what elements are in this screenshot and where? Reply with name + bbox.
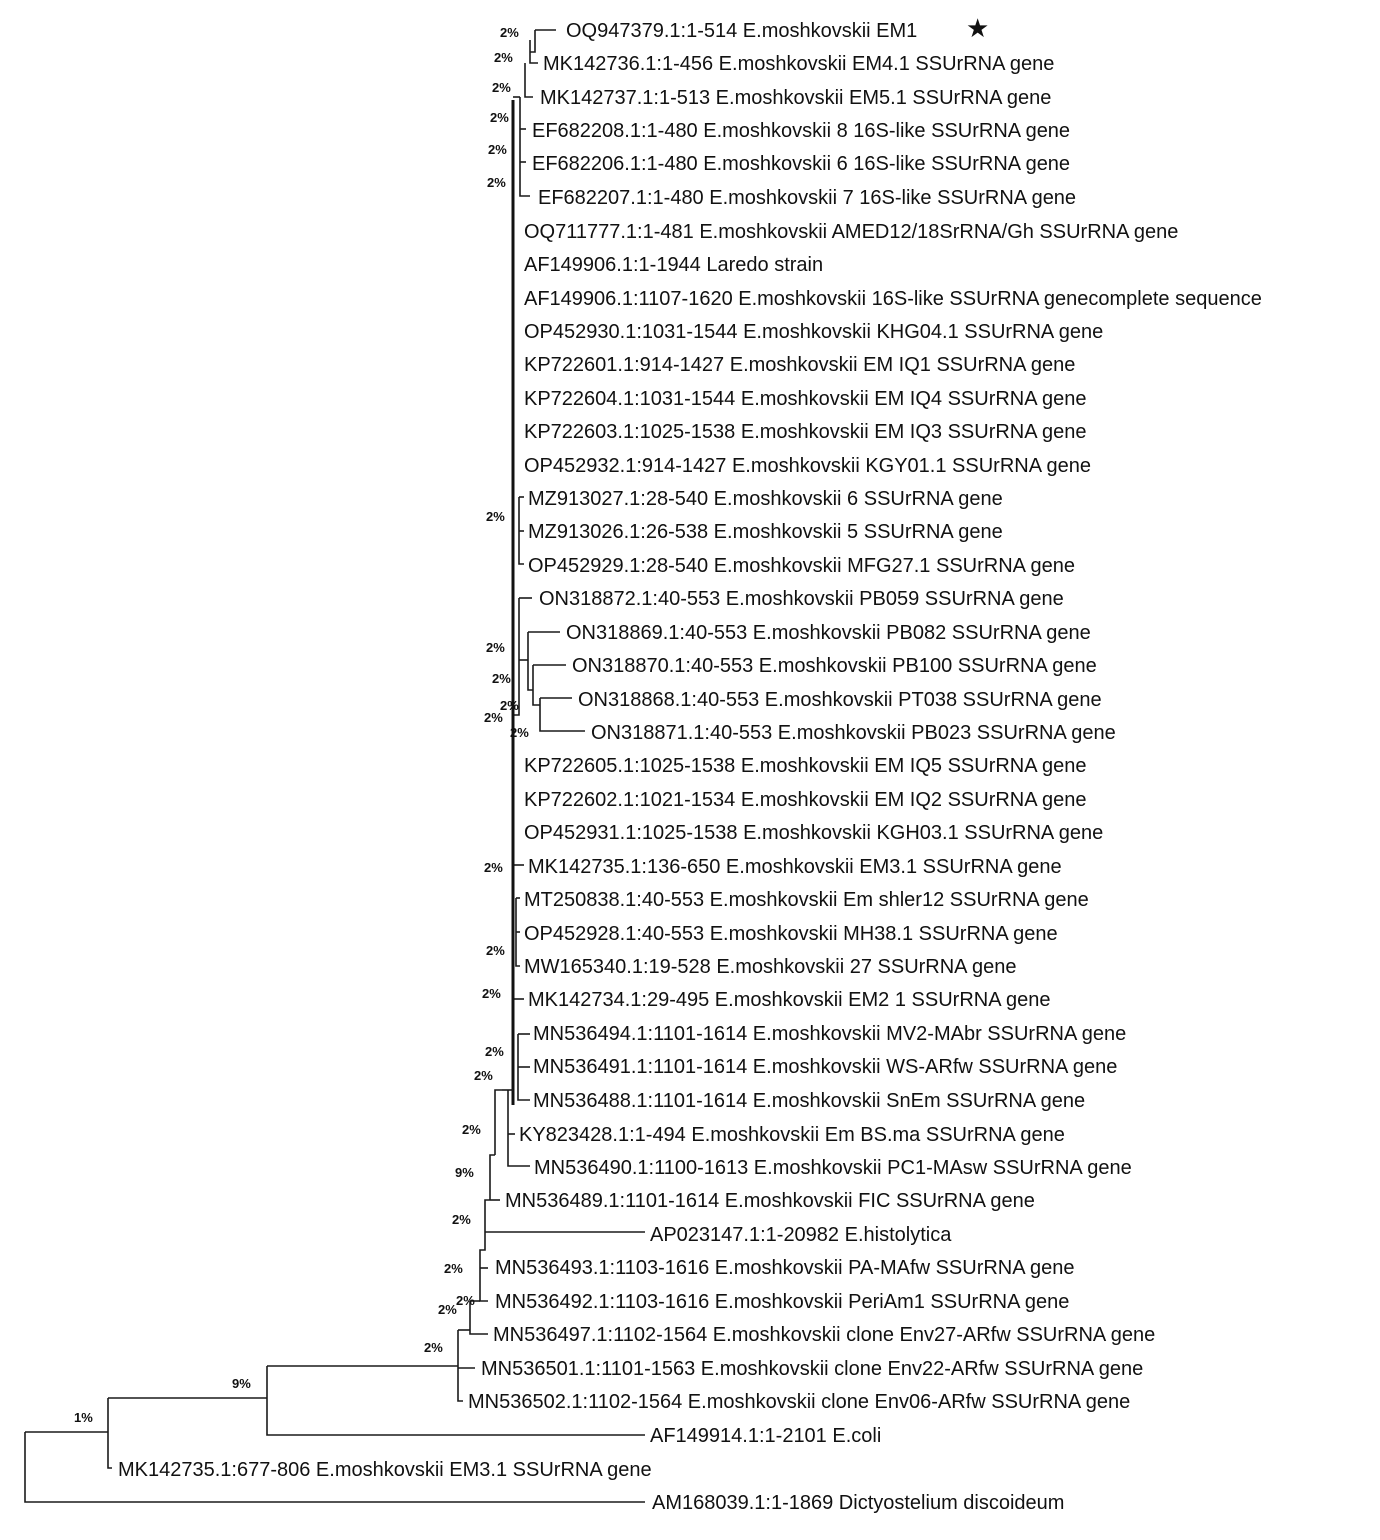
support-value: 2%	[500, 698, 519, 713]
leaf-label: MW165340.1:19-528 E.moshkovskii 27 SSUrRNA gene	[524, 956, 1017, 978]
support-value: 2%	[492, 80, 511, 95]
leaf-labels	[118, 13, 1262, 1514]
leaf-label: OP452930.1:1031-1544 E.moshkovskii KHG04.1 SSUrRNA gene	[524, 321, 1104, 343]
leaf-label: KY823428.1:1-494 E.moshkovskii Em BS.ma SSUrRNA gene	[519, 1124, 1065, 1146]
leaf-label: OQ947379.1:1-514 E.moshkovskii EM1	[566, 20, 918, 42]
leaf-label: AF149906.1:1107-1620 E.moshkovskii 16S-like SSUrRNA genecomplete sequence	[524, 288, 1262, 310]
leaf-label: ON318871.1:40-553 E.moshkovskii PB023 SSUrRNA gene	[591, 722, 1116, 744]
leaf-label: MZ913026.1:26-538 E.moshkovskii 5 SSUrRNA gene	[528, 521, 1003, 543]
branch-env-clade	[458, 1330, 463, 1401]
support-value: 2%	[484, 710, 503, 725]
leaf-label: AF149906.1:1-1944 Laredo strain	[524, 254, 824, 276]
leaf-label: EF682208.1:1-480 E.moshkovskii 8 16S-like SSUrRNA gene	[532, 120, 1071, 142]
leaf-label: MN536497.1:1102-1564 E.moshkovskii clone Env27-ARfw SSUrRNA gene	[493, 1324, 1156, 1346]
leaf-label: MK142735.1:136-650 E.moshkovskii EM3.1 SSUrRNA gene	[528, 856, 1062, 878]
leaf-label: KP722604.1:1031-1544 E.moshkovskii EM IQ4 SSUrRNA gene	[524, 388, 1087, 410]
support-value: 2%	[490, 110, 509, 125]
leaf-label: MN536501.1:1101-1563 E.moshkovskii clone Env22-ARfw SSUrRNA gene	[481, 1358, 1144, 1380]
leaf-label: KP722605.1:1025-1538 E.moshkovskii EM IQ5 SSUrRNA gene	[524, 755, 1087, 777]
leaf-label: OQ711777.1:1-481 E.moshkovskii AMED12/18SrRNA/Gh SSUrRNA gene	[524, 221, 1179, 243]
support-value: 2%	[510, 725, 529, 740]
leaf-label: MN536493.1:1103-1616 E.moshkovskii PA-MAfw SSUrRNA gene	[495, 1257, 1075, 1279]
leaf-label: OP452929.1:28-540 E.moshkovskii MFG27.1 SSUrRNA gene	[528, 555, 1075, 577]
support-value: 2%	[486, 509, 505, 524]
leaf-label: MK142737.1:1-513 E.moshkovskii EM5.1 SSUrRNA gene	[540, 87, 1052, 109]
support-value: 2%	[482, 986, 501, 1001]
support-value: 2%	[474, 1068, 493, 1083]
leaf-label: OP452928.1:40-553 E.moshkovskii MH38.1 SSUrRNA gene	[524, 923, 1058, 945]
branch-em5-node	[525, 63, 533, 97]
branch-hist-node	[485, 1200, 490, 1232]
leaf-label: AM168039.1:1-1869 Dictyostelium discoideum	[652, 1492, 1065, 1514]
support-value: 2%	[500, 25, 519, 40]
branch-on870-node	[533, 665, 540, 705]
leaf-label: KP722603.1:1025-1538 E.moshkovskii EM IQ3 SSUrRNA gene	[524, 421, 1087, 443]
leaf-label: MT250838.1:40-553 E.moshkovskii Em shler12 SSUrRNA gene	[524, 889, 1089, 911]
leaf-label: MK142735.1:677-806 E.moshkovskii EM3.1 SSUrRNA gene	[118, 1459, 652, 1481]
support-value: 2%	[492, 671, 511, 686]
leaf-label: EF682206.1:1-480 E.moshkovskii 6 16S-like SSUrRNA gene	[532, 153, 1071, 175]
leaf-label: ON318869.1:40-553 E.moshkovskii PB082 SSUrRNA gene	[566, 622, 1091, 644]
branch-up-to-hist	[480, 1232, 485, 1268]
support-value: 2%	[494, 50, 513, 65]
leaf-label: OP452932.1:914-1427 E.moshkovskii KGY01.1 SSUrRNA gene	[524, 455, 1091, 477]
leaf-label: MN536489.1:1101-1614 E.moshkovskii FIC SSUrRNA gene	[505, 1190, 1035, 1212]
support-value: 2%	[438, 1302, 457, 1317]
support-value: 2%	[424, 1340, 443, 1355]
branch-2pct-inner	[495, 1090, 502, 1155]
leaf-label: ON318870.1:40-553 E.moshkovskii PB100 SSUrRNA gene	[572, 655, 1097, 677]
leaf-label: EF682207.1:1-480 E.moshkovskii 7 16S-like SSUrRNA gene	[538, 187, 1077, 209]
support-value: 9%	[232, 1376, 251, 1391]
support-value: 2%	[485, 1044, 504, 1059]
leaf-label: MN536494.1:1101-1614 E.moshkovskii MV2-MAbr SSUrRNA gene	[533, 1023, 1127, 1045]
leaf-label: KP722601.1:914-1427 E.moshkovskii EM IQ1 SSUrRNA gene	[524, 354, 1076, 376]
support-values	[74, 25, 529, 1425]
leaf-label: AP023147.1:1-20982 E.histolytica	[650, 1224, 952, 1246]
star-marker: ★	[966, 13, 990, 43]
support-value: 2%	[484, 860, 503, 875]
support-value: 2%	[444, 1261, 463, 1276]
leaf-label: OP452931.1:1025-1538 E.moshkovskii KGH03.1 SSUrRNA gene	[524, 822, 1104, 844]
support-value: 2%	[452, 1212, 471, 1227]
support-value: 1%	[74, 1410, 93, 1425]
branch-9pct-inner	[490, 1155, 495, 1200]
leaf-label: ON318872.1:40-553 E.moshkovskii PB059 SSUrRNA gene	[539, 588, 1064, 610]
leaf-label: MK142736.1:1-456 E.moshkovskii EM4.1 SSUrRNA gene	[543, 53, 1055, 75]
branch-pa-peri	[480, 1268, 488, 1301]
leaf-label: AF149914.1:1-2101 E.coli	[650, 1425, 882, 1447]
leaf-label: MN536491.1:1101-1614 E.moshkovskii WS-ARfw SSUrRNA gene	[533, 1056, 1118, 1078]
branch-top-node	[520, 97, 530, 196]
support-value: 2%	[486, 943, 505, 958]
leaf-label: MK142734.1:29-495 E.moshkovskii EM2 1 SSUrRNA gene	[528, 989, 1051, 1011]
leaf-label: KP722602.1:1021-1534 E.moshkovskii EM IQ2 SSUrRNA gene	[524, 789, 1087, 811]
leaf-label: MN536488.1:1101-1614 E.moshkovskii SnEm SSUrRNA gene	[533, 1090, 1086, 1112]
leaf-label: MN536490.1:1100-1613 E.moshkovskii PC1-MAsw SSUrRNA gene	[534, 1157, 1132, 1179]
support-value: 9%	[455, 1165, 474, 1180]
support-value: 2%	[462, 1122, 481, 1137]
support-value: 2%	[488, 142, 507, 157]
support-value: 2%	[456, 1293, 475, 1308]
support-value: 2%	[487, 175, 506, 190]
leaf-label: ON318868.1:40-553 E.moshkovskii PT038 SSUrRNA gene	[578, 689, 1102, 711]
branch-node-1pct	[108, 1398, 112, 1468]
support-value: 2%	[486, 640, 505, 655]
leaf-label: MN536492.1:1103-1616 E.moshkovskii PeriAm1 SSUrRNA gene	[495, 1291, 1070, 1313]
branch-on868-node	[540, 698, 545, 731]
leaf-label: MN536502.1:1102-1564 E.moshkovskii clone Env06-ARfw SSUrRNA gene	[468, 1391, 1131, 1413]
leaf-label: MZ913027.1:28-540 E.moshkovskii 6 SSUrRNA gene	[528, 488, 1003, 510]
